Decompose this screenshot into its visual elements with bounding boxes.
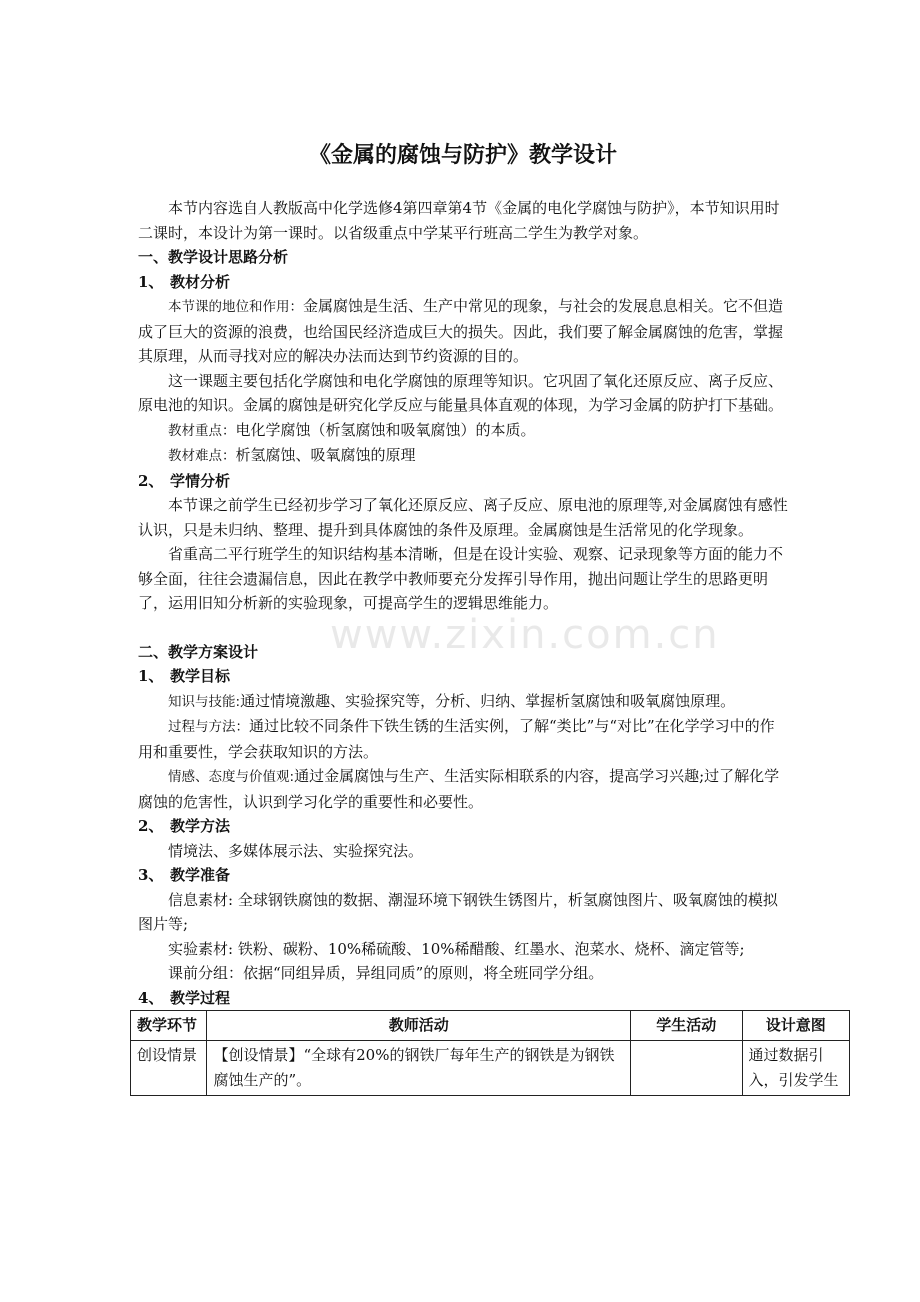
goal-label: 知识与技能: bbox=[168, 693, 241, 710]
goal-label: 过程与方法： bbox=[168, 719, 249, 735]
section2-sub3-heading bbox=[138, 863, 788, 888]
key-label: 教材重点： bbox=[168, 422, 236, 439]
section-title: 教学目标 bbox=[170, 667, 231, 685]
difficult-point bbox=[138, 443, 788, 469]
content-paragraph: 这一课题主要包括化学腐蚀和电化学腐蚀的原理等知识。它巩固了氧化还原反应、离子反应、原电池的知识。金属的腐蚀是研究化学反应与能量具体直观的体现，为学习金属的防护打下基础。 bbox=[138, 371, 784, 414]
section2-sub4-heading bbox=[138, 986, 788, 1011]
section2-sub1-heading bbox=[138, 664, 788, 689]
page-title: 《金属的腐蚀与防护》教学设计 bbox=[308, 142, 617, 168]
difficult-text: 析氢腐蚀、吸氧腐蚀的原理 bbox=[235, 446, 416, 464]
section-title: 教学过程 bbox=[170, 988, 231, 1007]
section2-heading: 二、教学方案设计 bbox=[138, 642, 259, 661]
difficult-label: 教材难点： bbox=[168, 448, 236, 464]
section-title: 学情分析 bbox=[170, 471, 231, 490]
role-paragraph bbox=[138, 294, 788, 369]
section1-sub2-heading bbox=[138, 469, 788, 494]
table-cell: 通过数据引入，引发学生 bbox=[742, 1041, 849, 1096]
prep-info: 信息素材: 全球钢铁腐蚀的数据、潮湿环境下钢铁生锈图片，析氢腐蚀图片、吸氧腐蚀的模拟图片等; bbox=[138, 890, 778, 933]
table-cell: 创设情景 bbox=[131, 1041, 207, 1096]
section-number: 3、 bbox=[138, 866, 164, 884]
section1-heading: 一、教学设计思路分析 bbox=[138, 248, 289, 266]
table-cell: 【创设情景】“全球有20%的钢铁厂每年生产的钢铁是为钢铁腐蚀生产的”。 bbox=[207, 1041, 631, 1096]
paragraph-label: 本节课的地位和作用： bbox=[168, 299, 303, 315]
paragraph-text: 金属腐蚀是生活、生产中常见的现象，与社会的发展息息相关。它不但造成了巨大的资源的浪费，也给国民经济造成巨大的损失。因此，我们要了解金属腐蚀的危害，掌握其原理，从而寻找对应的解决办法而达到节约资源的目的。 bbox=[138, 297, 784, 365]
student-analysis-paragraph-1: 本节课之前学生已经初步学习了氧化还原反应、离子反应、原电池的原理等,对金属腐蚀有感性认识，只是未归纳、整理、提升到具体腐蚀的条件及原理。金属腐蚀是生活常见的化学现象。 bbox=[138, 496, 788, 539]
section-title: 教材分析 bbox=[170, 272, 231, 291]
methods-text: 情境法、多媒体展示法、实验探究法。 bbox=[168, 841, 424, 860]
goal-text: 通过情境激趣、实验探究等，分析、归纳、掌握析氢腐蚀和吸氧腐蚀原理。 bbox=[240, 691, 736, 710]
key-point bbox=[138, 418, 788, 444]
watermark: www.zixin.com.cn bbox=[330, 612, 720, 658]
key-text: 电化学腐蚀（析氢腐蚀和吸氧腐蚀）的本质。 bbox=[235, 420, 536, 439]
section-number: 1、 bbox=[138, 272, 164, 291]
goal-label: 情感、态度与价值观: bbox=[168, 769, 295, 785]
table-cell bbox=[630, 1041, 742, 1096]
header-cell: 教学环节 bbox=[131, 1011, 207, 1041]
goal-emotion bbox=[138, 764, 788, 814]
goal-process bbox=[138, 714, 788, 764]
goal-text: 通过金属腐蚀与生产、生活实际相联系的内容，提高学习兴趣;过了解化学腐蚀的危害性，认识到学习化学的重要性和必要性。 bbox=[138, 767, 780, 811]
section-number: 1、 bbox=[138, 667, 164, 685]
student-analysis-paragraph-2: 省重高二平行班学生的知识结构基本清晰，但是在设计实验、观察、记录现象等方面的能力不够全面，往往会遗漏信息，因此在教学中教师要充分发挥引导作用，抛出问题让学生的思路更明了，运用旧知分析新的实验现象，可提高学生的逻辑思维能力。 bbox=[138, 545, 784, 612]
goal-text: 通过比较不同条件下铁生锈的生活实例，了解“类比”与“对比”在化学学习中的作用和重要性，学会获取知识的方法。 bbox=[138, 717, 775, 761]
teaching-process-table bbox=[130, 1010, 850, 1096]
section1-sub1-heading bbox=[138, 270, 788, 295]
section-title: 教学方法 bbox=[170, 817, 231, 835]
goal-knowledge bbox=[138, 689, 788, 715]
header-cell: 教师活动 bbox=[207, 1011, 631, 1041]
prep-experiment: 实验素材: 铁粉、碳粉、10%稀硫酸、10%稀醋酸、红墨水、泡菜水、烧杯、滴定管等; bbox=[168, 939, 745, 958]
section-number: 2、 bbox=[138, 471, 164, 490]
table-header-row bbox=[131, 1011, 850, 1041]
intro-paragraph: 本节内容选自人教版高中化学选修4第四章第4节《金属的电化学腐蚀与防护》，本节知识用时二课时，本设计为第一课时。以省级重点中学某平行班高二学生为教学对象。 bbox=[138, 199, 780, 242]
header-cell: 设计意图 bbox=[742, 1011, 849, 1041]
section-number: 4、 bbox=[138, 988, 164, 1007]
table-row bbox=[131, 1041, 850, 1096]
header-cell: 学生活动 bbox=[630, 1011, 742, 1041]
section-title: 教学准备 bbox=[170, 866, 231, 884]
section2-sub2-heading bbox=[138, 814, 788, 839]
prep-grouping: 课前分组：依据“同组异质，异组同质”的原则，将全班同学分组。 bbox=[168, 964, 604, 982]
section-number: 2、 bbox=[138, 817, 164, 835]
document-page bbox=[137, 140, 839, 1096]
